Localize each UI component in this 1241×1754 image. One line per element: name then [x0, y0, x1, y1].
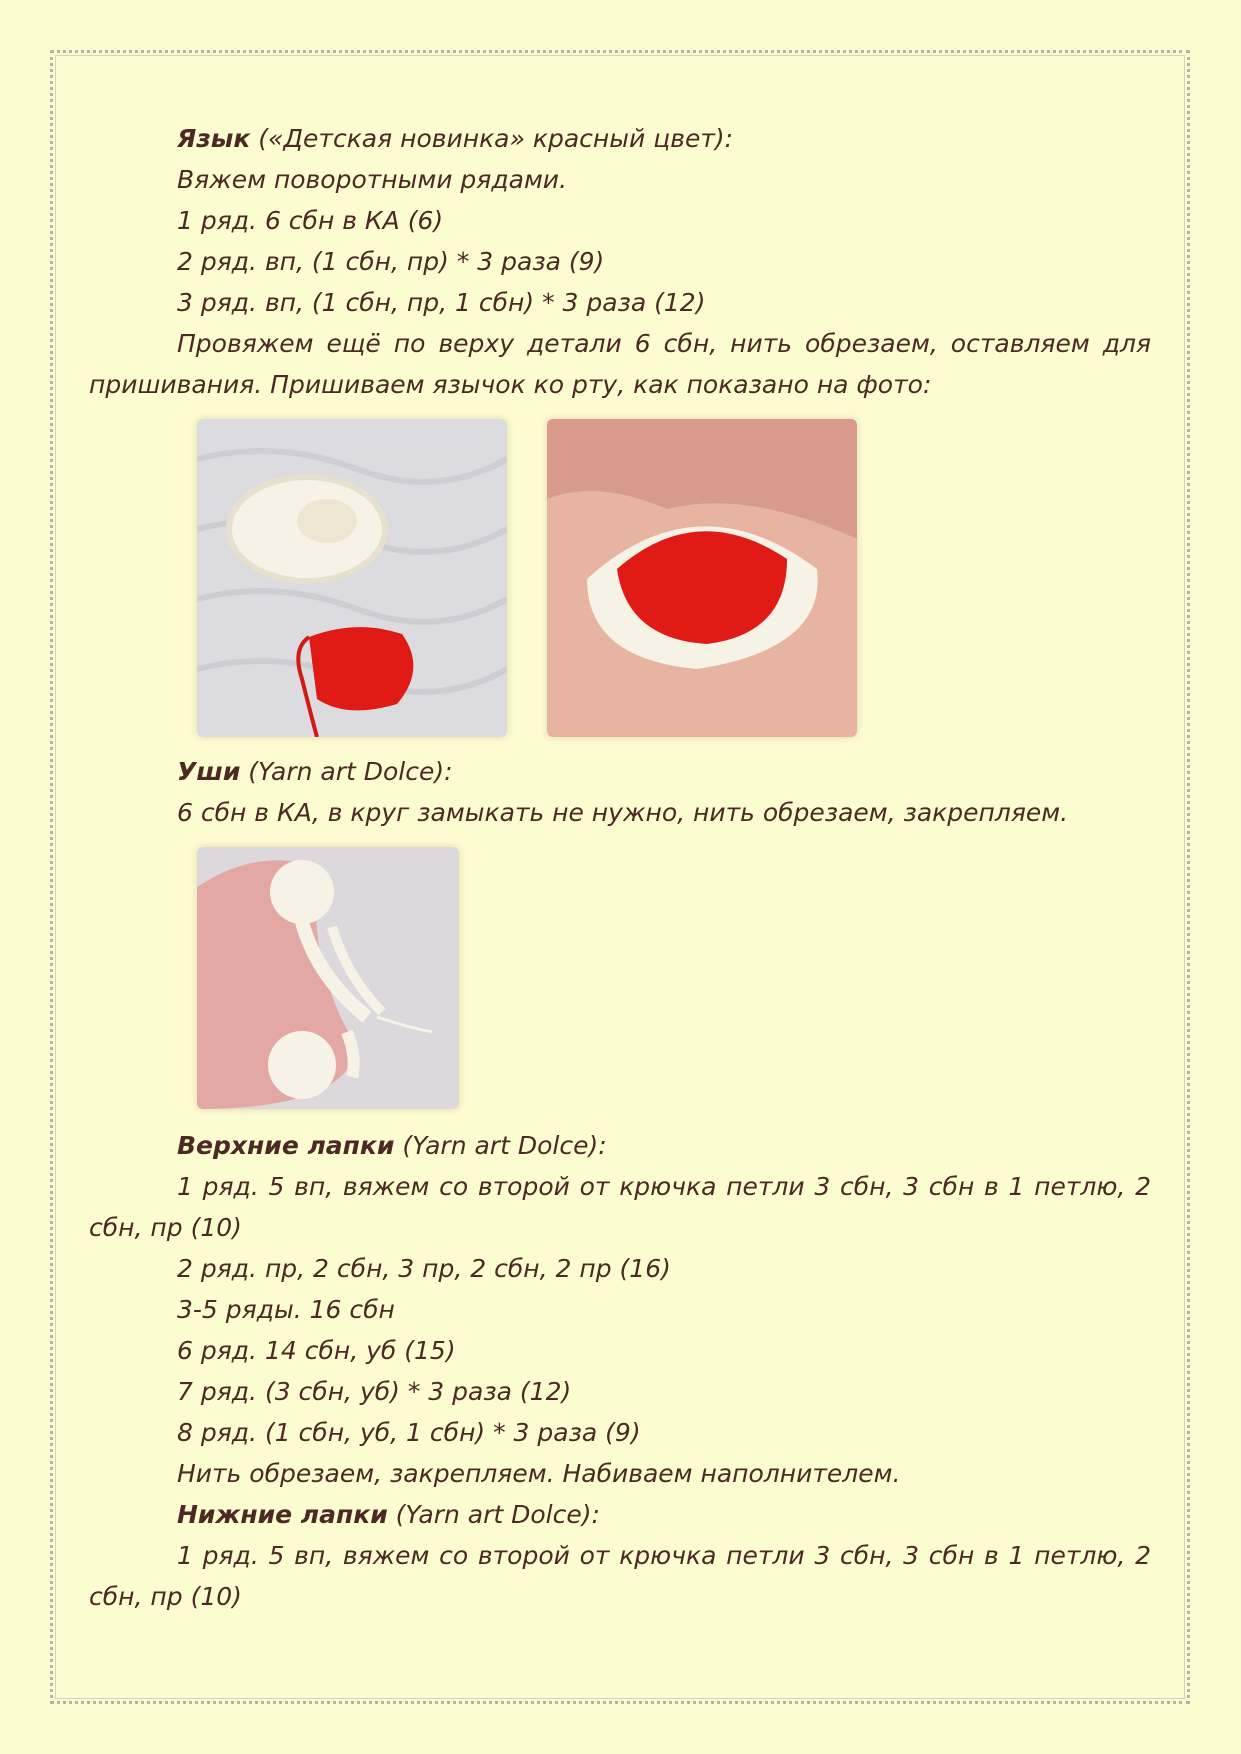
ears-line: 6 сбн в КА, в круг замыкать не нужно, нить обрезаем, закрепляем.: [177, 798, 1069, 827]
upper-paws-title-rest: (Yarn art Dolce):: [394, 1131, 607, 1160]
upper-paws-row1: 1 ряд. 5 вп, вяжем со второй от крючка петли 3 сбн, 3 сбн в 1 петлю, 2 сбн, пр (10): [89, 1172, 1151, 1242]
ears-photo: [197, 847, 459, 1109]
lower-paws-title: Нижние лапки: [177, 1500, 388, 1529]
upper-paws-line: 3-5 ряды. 16 сбн: [177, 1295, 395, 1324]
tongue-paragraph: Провяжем ещё по верху детали 6 сбн, нить обрезаем, оставляем для пришивания. Пришиваем язычок ко рту, как показано на фото:: [89, 329, 1151, 399]
tongue-title: Язык: [177, 124, 251, 153]
lower-paws-row1: 1 ряд. 5 вп, вяжем со второй от крючка петли 3 сбн, 3 сбн в 1 петлю, 2 сбн, пр (10): [89, 1541, 1151, 1611]
upper-paws-line: 6 ряд. 14 сбн, уб (15): [177, 1336, 456, 1365]
tongue-line: 1 ряд. 6 сбн в КА (6): [177, 206, 444, 235]
tongue-line: Вяжем поворотными рядами.: [177, 165, 568, 194]
upper-paws-line: 2 ряд. пр, 2 сбн, 3 пр, 2 сбн, 2 пр (16): [177, 1254, 671, 1283]
upper-paws-line: Нить обрезаем, закрепляем. Набиваем наполнителем.: [177, 1459, 901, 1488]
upper-paws-line: 7 ряд. (3 сбн, уб) * 3 раза (12): [177, 1377, 572, 1406]
ears-heading: [89, 751, 1151, 792]
upper-paws-heading: [89, 1125, 1151, 1166]
ears-title: Уши: [177, 757, 241, 786]
tongue-line: 2 ряд. вп, (1 сбн, пр) * 3 раза (9): [177, 247, 605, 276]
document-body: [89, 118, 1151, 1617]
lower-paws-heading: [89, 1494, 1151, 1535]
ears-photos: [197, 847, 1151, 1109]
tongue-photo-parts: [197, 419, 507, 737]
upper-paws-title: Верхние лапки: [177, 1131, 395, 1160]
tongue-photo-sewn: [547, 419, 857, 737]
tongue-photos: [197, 419, 1151, 737]
upper-paws-line: 8 ряд. (1 сбн, уб, 1 сбн) * 3 раза (9): [177, 1418, 641, 1447]
tongue-heading: [89, 118, 1151, 159]
tongue-line: 3 ряд. вп, (1 сбн, пр, 1 сбн) * 3 раза (12): [177, 288, 706, 317]
tongue-title-rest: («Детская новинка» красный цвет):: [250, 124, 734, 153]
lower-paws-title-rest: (Yarn art Dolce):: [387, 1500, 600, 1529]
ears-title-rest: (Yarn art Dolce):: [240, 757, 453, 786]
